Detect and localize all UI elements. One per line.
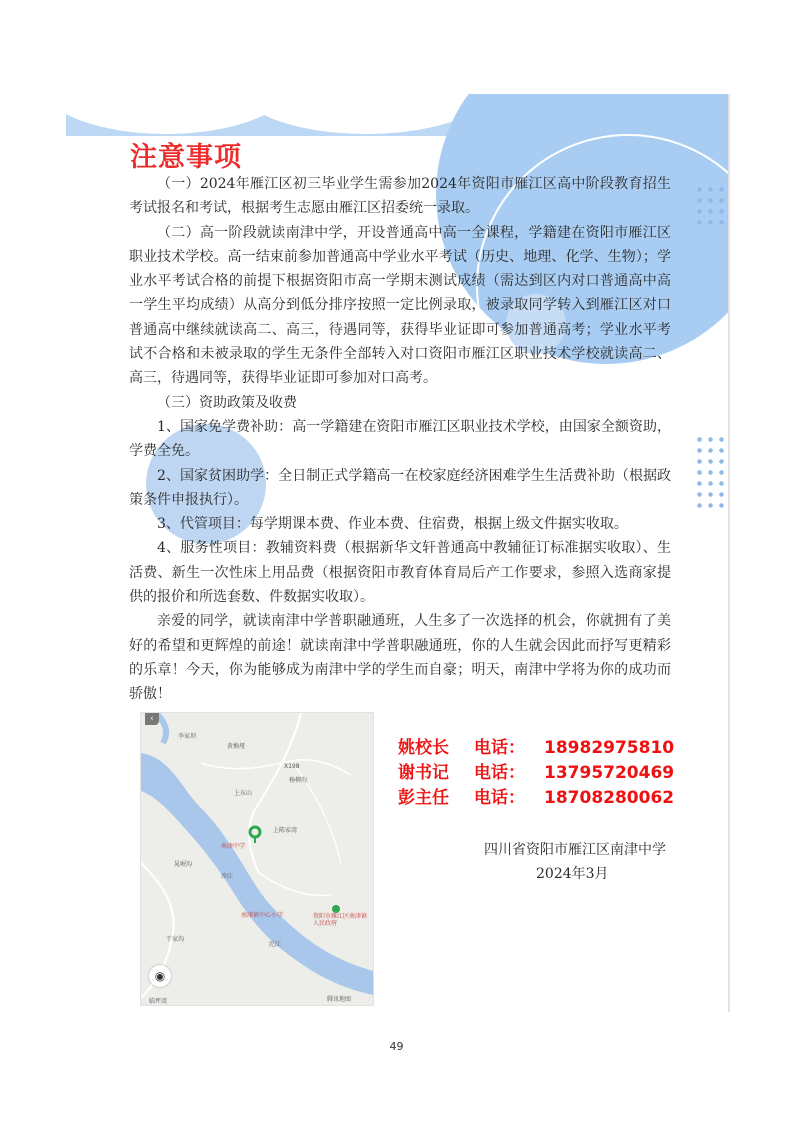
map-label: 晁岷沟 bbox=[174, 861, 193, 868]
paragraph: （二）高一阶段就读南津中学，开设普通高中高一全课程，学籍建在资阳市雁江区职业技术学校。高一结束前参加普通高中学业水平考试（历史、地理、化学、生物）；学业水平考试合格的前提下根据资阳市高一学期末测试成绩（需达到区内对口普通高中高一学生平均成绩）从高分到低分排序按照一定比例录取，被录取同学转入到雁江区对口普通高中继续就读高二、高三，待遇同等，获得毕业证即可参加普通高考；学业水平考试不合格和未被录取的学生无条件全部转入对口资阳市雁江区职业技术学校就读高二、高三，待遇同等，获得毕业证即可参加对口高考。 bbox=[129, 224, 671, 387]
paragraph: （一）2024年雁江区初三毕业学生需参加2024年资阳市雁江区高中阶段教育招生考试报名和考试，根据考生志愿由雁江区招委统一录取。 bbox=[129, 176, 671, 217]
signature-date: 2024年3月 bbox=[536, 866, 609, 882]
contact-row bbox=[398, 761, 674, 786]
map-label-government: 资阳市雁江区南津镇人民政府 bbox=[313, 913, 368, 927]
map-pin bbox=[250, 827, 260, 837]
locate-icon[interactable]: ◉ bbox=[149, 965, 171, 987]
signature-block bbox=[484, 838, 666, 886]
map-label: 上东山 bbox=[234, 790, 253, 797]
map-label-school: 南津镇中心小学 bbox=[241, 912, 284, 919]
contact-list bbox=[398, 736, 674, 811]
page-edge bbox=[728, 94, 730, 1012]
contact-name: 谢书记 bbox=[398, 763, 449, 783]
map-label-river: 沱江 bbox=[269, 941, 282, 948]
contact-label: 电话： bbox=[474, 763, 525, 783]
background-dots bbox=[694, 434, 730, 514]
contact-row bbox=[398, 786, 674, 811]
map-label: 沙江 bbox=[221, 873, 234, 880]
map-label-school: 南津中学 bbox=[221, 843, 246, 850]
contact-label: 电话： bbox=[474, 788, 525, 808]
paragraph: 亲爱的同学，就读南津中学普职融通班，人生多了一次选择的机会，你就拥有了美好的希望和更辉煌的前途！就读南津中学普职融通班，你的人生就会因此而抒写更精彩的乐章！今天，你为能够成为南津中学的学生而自豪；明天，南津中学将为你的成功而骄傲！ bbox=[129, 613, 671, 703]
background-dots bbox=[694, 184, 730, 224]
paragraph: 3、代管项目：每学期课本费、作业本费、住宿费，根据上级文件据实收取。 bbox=[157, 516, 628, 533]
location-map[interactable] bbox=[140, 712, 374, 1006]
map-label: 干家沟 bbox=[166, 936, 185, 943]
map-label: 李家坝 bbox=[178, 733, 197, 740]
contact-name: 彭主任 bbox=[398, 788, 449, 808]
paragraph: 4、服务性项目：教辅资料费（根据新华文轩普通高中教辅征订标准据实收取）、生活费、新生一次性床上用品费（根据资阳市教育体育局后产工作要求，参照入选商家提供的报价和所选套数、件数据实收取）。 bbox=[129, 540, 671, 606]
map-label: 上陈家湾 bbox=[273, 827, 298, 834]
map-label: 临坪湾 bbox=[149, 998, 168, 1005]
map-label: 杨柳沟 bbox=[289, 777, 308, 784]
contact-phone[interactable]: 18982975810 bbox=[544, 738, 675, 758]
map-provider-logo: 腾讯地图 bbox=[327, 996, 352, 1003]
page-number: 49 bbox=[389, 1040, 404, 1053]
road-label: X198 bbox=[284, 763, 300, 770]
notice-body bbox=[129, 172, 671, 707]
paragraph: 1、国家免学费补助：高一学籍建在资阳市雁江区职业技术学校，由国家全额资助，学费全免。 bbox=[129, 418, 671, 460]
paragraph: 2、国家贫困助学：全日制正式学籍高一在校家庭经济困难学生生活费补助（根据政策条件申报执行）。 bbox=[129, 467, 671, 508]
contact-label: 电话： bbox=[474, 738, 525, 758]
map-label: 黄桷垭 bbox=[227, 743, 246, 750]
page-title: 注意事项 bbox=[130, 142, 242, 173]
contact-phone[interactable]: 13795720469 bbox=[544, 763, 675, 783]
contact-phone[interactable]: 18708280062 bbox=[544, 788, 675, 808]
contact-row bbox=[398, 736, 674, 761]
signature-org: 四川省资阳市雁江区南津中学 bbox=[484, 842, 666, 858]
paragraph: （三）资助政策及收费 bbox=[157, 394, 297, 411]
back-arrow-icon[interactable]: ‹ bbox=[145, 713, 159, 725]
contact-name: 姚校长 bbox=[398, 738, 449, 758]
